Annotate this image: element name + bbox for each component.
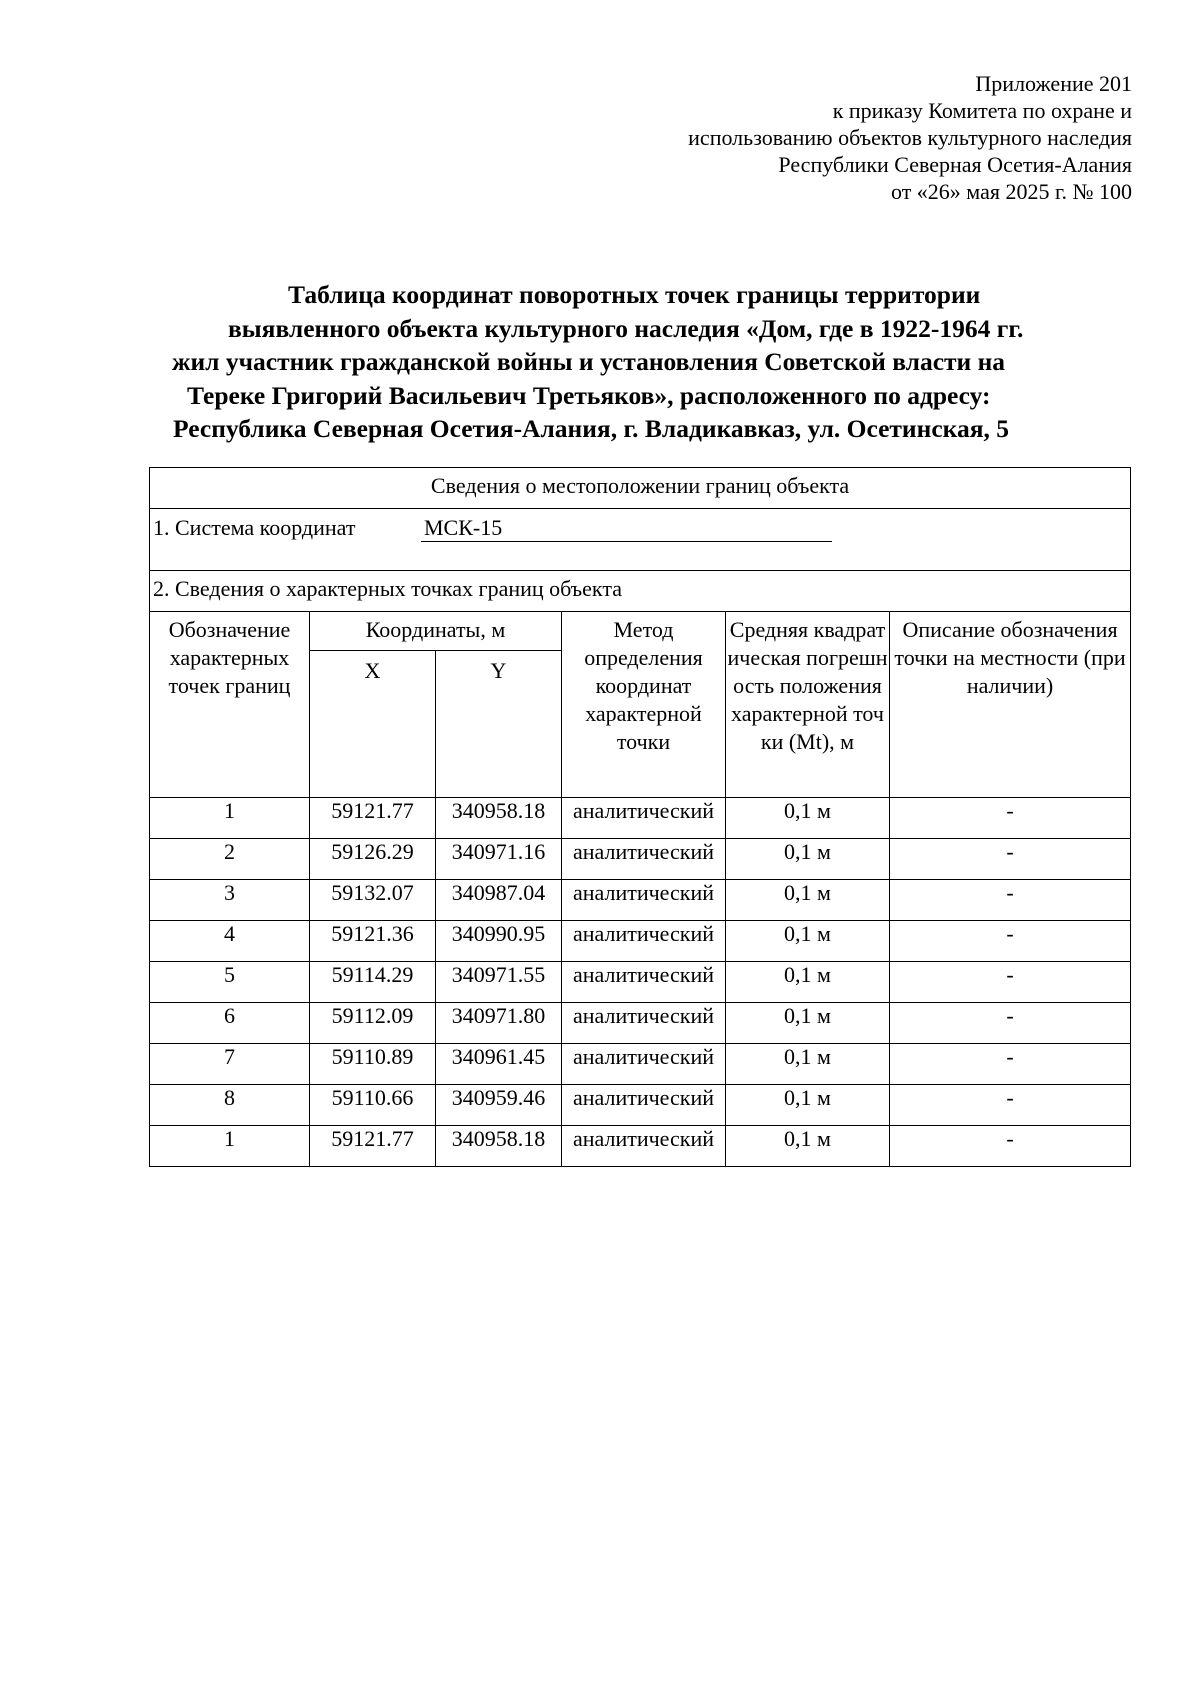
section-title: Сведения о местоположении границ объекта	[150, 468, 1131, 509]
cell-method: аналитический	[562, 1126, 726, 1167]
header-description: Описание обозначения точки на местности (при наличии)	[890, 612, 1131, 798]
cell-accuracy: 0,1 м	[726, 1085, 890, 1126]
cell-method: аналитический	[562, 839, 726, 880]
cell-y: 340987.04	[436, 880, 562, 921]
title-line: Тереке Григорий Васильевич Третьяков», расположенного по адресу:	[187, 380, 991, 410]
cell-point: 8	[150, 1085, 310, 1126]
cell-x: 59110.89	[310, 1044, 436, 1085]
coord-system-label: 1. Система координат	[153, 515, 356, 540]
coord-system-value: МСК-15	[421, 515, 832, 542]
cell-description: -	[890, 880, 1131, 921]
appendix-line: Приложение 201	[975, 71, 1132, 96]
cell-x: 59126.29	[310, 839, 436, 880]
cell-description: -	[890, 1044, 1131, 1085]
cell-y: 340971.16	[436, 839, 562, 880]
cell-y: 340959.46	[436, 1085, 562, 1126]
table-row	[150, 1003, 1131, 1044]
cell-accuracy: 0,1 м	[726, 1044, 890, 1085]
header-coords: Координаты, м	[310, 612, 562, 651]
title-line: Таблица координат поворотных точек границы территории	[288, 280, 981, 309]
appendix-line: к приказу Комитета по охране и	[832, 98, 1132, 123]
header-x: X	[310, 651, 436, 798]
cell-y: 340958.18	[436, 798, 562, 839]
header-method: Метод определения координат характерной точки	[562, 612, 726, 798]
cell-description: -	[890, 1126, 1131, 1167]
cell-description: -	[890, 1085, 1131, 1126]
coordinates-table	[149, 467, 1131, 1167]
cell-accuracy: 0,1 м	[726, 1003, 890, 1044]
cell-point: 2	[150, 839, 310, 880]
cell-x: 59121.77	[310, 1126, 436, 1167]
appendix-line: от «26» мая 2025 г. № 100	[890, 179, 1132, 204]
cell-point: 6	[150, 1003, 310, 1044]
cell-x: 59132.07	[310, 880, 436, 921]
cell-x: 59110.66	[310, 1085, 436, 1126]
header-accuracy: Средняя квадратическая погрешность положения характерной точки (Mt), м	[726, 612, 890, 798]
cell-point: 1	[150, 1126, 310, 1167]
cell-method: аналитический	[562, 1003, 726, 1044]
table-row	[150, 921, 1131, 962]
cell-accuracy: 0,1 м	[726, 880, 890, 921]
document-title	[150, 278, 1110, 446]
table-row	[150, 962, 1131, 1003]
table-row	[150, 1044, 1131, 1085]
title-line: выявленного объекта культурного наследия «Дом, где в 1922-1964 гг.	[228, 313, 1024, 343]
cell-method: аналитический	[562, 1085, 726, 1126]
cell-method: аналитический	[562, 921, 726, 962]
cell-method: аналитический	[562, 1044, 726, 1085]
cell-method: аналитический	[562, 798, 726, 839]
title-line: Республика Северная Осетия-Алания, г. Владикавказ, ул. Осетинская, 5	[173, 414, 1009, 443]
cell-x: 59121.77	[310, 798, 436, 839]
cell-accuracy: 0,1 м	[726, 839, 890, 880]
cell-method: аналитический	[562, 962, 726, 1003]
table-row	[150, 1085, 1131, 1126]
cell-y: 340971.80	[436, 1003, 562, 1044]
cell-description: -	[890, 798, 1131, 839]
cell-description: -	[890, 921, 1131, 962]
cell-accuracy: 0,1 м	[726, 921, 890, 962]
title-line: жил участник гражданской войны и установления Советской власти на	[172, 347, 1006, 376]
cell-accuracy: 0,1 м	[726, 962, 890, 1003]
header-point: Обозначение характерных точек границ	[150, 612, 310, 798]
cell-y: 340958.18	[436, 1126, 562, 1167]
table-row	[150, 839, 1131, 880]
cell-y: 340990.95	[436, 921, 562, 962]
cell-x: 59112.09	[310, 1003, 436, 1044]
coord-system-row	[150, 509, 1131, 571]
cell-x: 59121.36	[310, 921, 436, 962]
cell-point: 1	[150, 798, 310, 839]
appendix-line: Республики Северная Осетия-Алания	[778, 152, 1132, 177]
appendix-line: использованию объектов культурного наследия	[688, 125, 1132, 150]
cell-description: -	[890, 962, 1131, 1003]
points-title: 2. Сведения о характерных точках границ объекта	[150, 571, 1131, 612]
cell-x: 59114.29	[310, 962, 436, 1003]
cell-y: 340961.45	[436, 1044, 562, 1085]
cell-point: 3	[150, 880, 310, 921]
table-row	[150, 798, 1131, 839]
appendix-header	[688, 70, 1132, 205]
table-row	[150, 1126, 1131, 1167]
cell-point: 7	[150, 1044, 310, 1085]
cell-point: 5	[150, 962, 310, 1003]
cell-accuracy: 0,1 м	[726, 1126, 890, 1167]
table-body	[150, 798, 1131, 1167]
cell-point: 4	[150, 921, 310, 962]
cell-y: 340971.55	[436, 962, 562, 1003]
header-y: Y	[436, 651, 562, 798]
cell-description: -	[890, 839, 1131, 880]
cell-description: -	[890, 1003, 1131, 1044]
table-row	[150, 880, 1131, 921]
cell-method: аналитический	[562, 880, 726, 921]
cell-accuracy: 0,1 м	[726, 798, 890, 839]
